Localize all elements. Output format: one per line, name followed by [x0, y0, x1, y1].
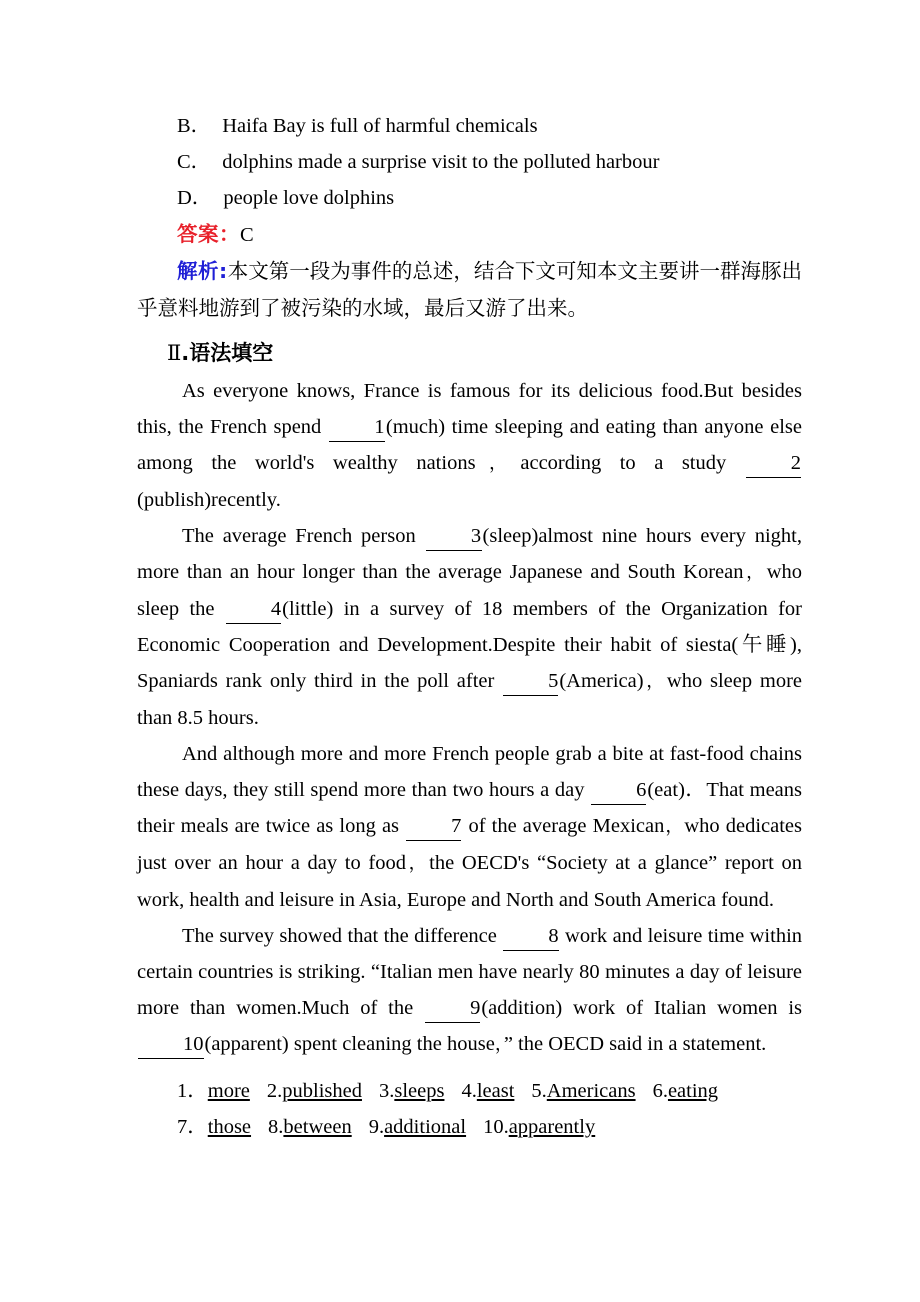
cn-comma: ， [664, 816, 685, 837]
answer-key-word: additional [384, 1116, 467, 1138]
option-text-b: Haifa Bay is full of harmful chemicals [222, 115, 538, 137]
answer-key-item [369, 1109, 466, 1145]
passage-text: according to a study [520, 452, 745, 474]
answer-key-row [137, 1073, 802, 1109]
passage-text: (much) time sleeping and eating than anyone else among the world's wealthy nations [137, 416, 802, 474]
cn-comma: ， [406, 853, 430, 874]
list-item [137, 108, 802, 144]
option-letter-d: D． [177, 187, 213, 209]
answer-key-word: apparently [508, 1116, 596, 1138]
answer-key-number: 6. [652, 1080, 668, 1102]
passage-text: the OECD's “Society at a glance” report on work, health and leisure in Asia, Europe and North and South America found. [137, 852, 802, 911]
answer-key-item [268, 1109, 352, 1145]
option-letter-b: B． [177, 115, 212, 137]
cloze-blank-2[interactable]: 2 [746, 449, 801, 478]
page-title [137, 333, 802, 373]
answer-label: 答案： [177, 222, 240, 246]
passage-text: (addition) work of Italian women is [481, 997, 802, 1019]
cloze-blank-4[interactable]: 4 [226, 595, 281, 624]
answer-key-number: 7． [177, 1116, 208, 1138]
answer-value: C [240, 224, 254, 246]
analysis-label: 解析: [177, 259, 228, 283]
cloze-blank-5[interactable]: 5 [503, 667, 558, 696]
answer-key-word: eating [667, 1080, 719, 1102]
answer-key-word: least [476, 1080, 515, 1102]
passage-text: who dedicates just over an hour a day to food [137, 815, 802, 874]
answer-key-number: 2. [266, 1080, 283, 1102]
answer-key-item [267, 1073, 362, 1109]
cloze-blank-8[interactable]: 8 [503, 922, 558, 951]
cloze-blank-3[interactable]: 3 [426, 522, 482, 551]
answer-key-item [653, 1073, 718, 1109]
mc-options-group [137, 108, 802, 216]
analysis-text: 本文第一段为事件的总述，结合下文可知本文主要讲一群海豚出乎意料地游到了被污染的水域，最后又游了出来。 [137, 259, 803, 320]
cn-comma: ， [494, 1034, 504, 1055]
answer-row [137, 216, 802, 253]
passage-paragraph [137, 373, 802, 518]
answer-key-number: 8. [268, 1116, 284, 1138]
section-title-text: .语法填空 [181, 341, 274, 365]
answer-key-number: 9. [368, 1116, 385, 1138]
answer-key-word: sleeps [394, 1080, 445, 1102]
answer-key-number: 10. [483, 1116, 509, 1138]
cn-comma: ， [643, 671, 667, 692]
section-numeral: Ⅱ [167, 341, 182, 365]
passage-text: (America) [559, 670, 644, 692]
cn-comma: ， [475, 453, 521, 474]
passage-text: work and leisure time within certain countries is striking. “Italian men have nearly 80 minutes a day of leisure more than women.Much of the [137, 925, 803, 1019]
answer-key-row [137, 1109, 802, 1145]
answer-key-number: 5. [531, 1080, 547, 1102]
passage-text: (little) in a survey of 18 members of the Organization for Economic Cooperation and Development.Despite their habit of siesta(午睡), Spaniards rank only third in the poll after [137, 598, 802, 692]
passage-paragraph [137, 918, 802, 1063]
passage-text: who sleep the [137, 561, 802, 620]
answer-key-number: 4. [461, 1080, 477, 1102]
answer-key-item [461, 1073, 514, 1109]
passage-paragraph [137, 518, 802, 736]
passage-text: The average French person [182, 525, 425, 547]
passage-text: (apparent) spent cleaning the house [204, 1033, 495, 1055]
list-item [137, 144, 802, 180]
answer-key-word: more [207, 1080, 250, 1102]
cloze-blank-10[interactable]: 10 [138, 1030, 204, 1059]
passage-text: The survey showed that the difference [182, 925, 503, 947]
answer-key-item [379, 1073, 444, 1109]
option-letter-c: C． [177, 151, 212, 173]
cloze-blank-7[interactable]: 7 [406, 812, 461, 841]
cloze-blank-1[interactable]: 1 [329, 413, 385, 442]
option-text-d: people love dolphins [223, 187, 395, 209]
passage-text: ” the OECD said in a statement. [503, 1033, 767, 1055]
answer-key-number: 1． [177, 1080, 208, 1102]
passage-text: As everyone knows, France is famous for its delicious food.But besides this, the French spend [137, 380, 802, 438]
analysis-block [137, 253, 802, 327]
passage-text: (publish)recently. [137, 489, 281, 511]
passage-text: And although more and more French people grab a bite at fast-food chains these days, they still spend more than two hours a day [137, 743, 802, 801]
answer-key-item [177, 1109, 251, 1145]
answer-key-item [531, 1073, 635, 1109]
cn-comma: ， [743, 562, 767, 583]
cloze-blank-6[interactable]: 6 [591, 776, 646, 805]
passage-text: of the average Mexican [462, 815, 665, 837]
answer-key-list [137, 1073, 802, 1145]
page-content [137, 108, 802, 1145]
passage-text: (sleep)almost nine hours every night, more than an hour longer than the average Japanese and South Korean [137, 525, 802, 583]
answer-key-word: Americans [546, 1080, 636, 1102]
passage-text: (eat)．That means their meals are twice as long as [137, 779, 802, 837]
answer-key-item [483, 1109, 595, 1145]
list-item [137, 180, 802, 216]
cloze-blank-9[interactable]: 9 [425, 994, 480, 1023]
answer-key-number: 3. [378, 1080, 395, 1102]
passage-paragraph [137, 736, 802, 918]
option-text-c: dolphins made a surprise visit to the polluted harbour [222, 151, 660, 173]
answer-key-item [177, 1073, 250, 1109]
answer-key-word: published [282, 1080, 362, 1102]
answer-key-word: between [283, 1116, 352, 1138]
passage-text: who sleep more than 8.5 hours. [137, 670, 803, 729]
cloze-passage [137, 373, 802, 1063]
answer-key-word: those [207, 1116, 252, 1138]
